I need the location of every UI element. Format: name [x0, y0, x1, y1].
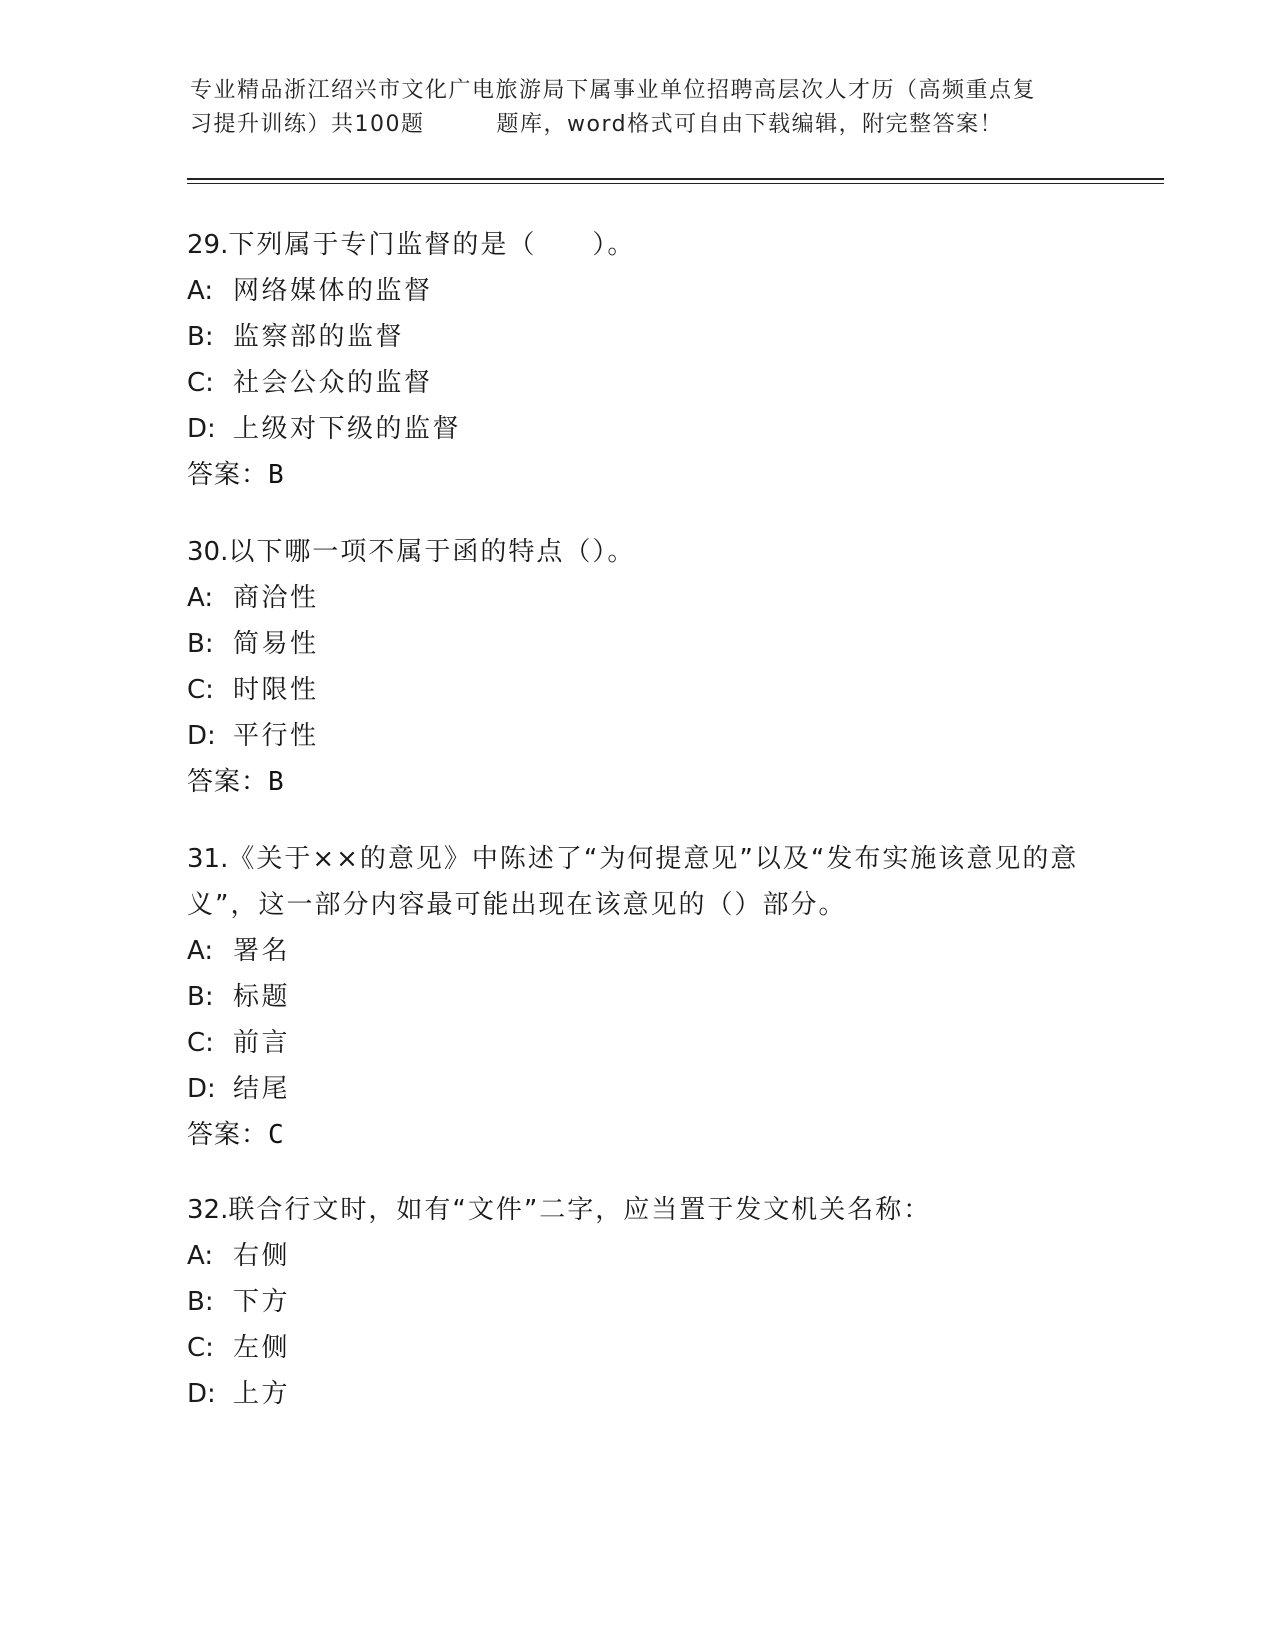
option-letter: A:: [187, 276, 214, 306]
answer-value: C: [268, 1120, 285, 1150]
header-line-2-part-a: 习提升训练）共100题: [190, 112, 425, 137]
question-30: [187, 529, 1087, 805]
option-letter: B:: [187, 322, 214, 352]
header-line-2-part-b: 题库，word格式可自由下载编辑，附完整答案！: [496, 112, 1004, 137]
option-letter: D:: [187, 1379, 216, 1409]
option-text: 商洽性: [233, 583, 319, 613]
question-text: 下列属于专门监督的是（ ）。: [228, 230, 636, 260]
answer-value: B: [268, 460, 285, 490]
option-letter: D:: [187, 414, 216, 444]
option-d: [187, 1371, 1087, 1417]
option-letter: C:: [187, 368, 214, 398]
option-c: [187, 1020, 1087, 1066]
option-letter: A:: [187, 583, 214, 613]
question-text: 联合行文时，如有“文件”二字，应当置于发文机关名称：: [228, 1195, 932, 1225]
answer-value: B: [268, 767, 285, 797]
option-letter: A:: [187, 936, 214, 966]
option-text: 时限性: [233, 675, 319, 705]
option-b: [187, 974, 1087, 1020]
document-header: [190, 74, 1090, 142]
answer-label: 答案：: [187, 767, 269, 797]
question-stem: [187, 1187, 1087, 1233]
option-a: [187, 575, 1087, 621]
option-text: 下方: [233, 1287, 291, 1317]
question-stem: [187, 529, 1087, 575]
option-b: [187, 314, 1087, 360]
header-divider-thick: [187, 178, 1164, 180]
option-b: [187, 621, 1087, 667]
option-c: [187, 360, 1087, 406]
option-c: [187, 667, 1087, 713]
option-text: 上级对下级的监督: [233, 414, 462, 444]
option-letter: C:: [187, 1333, 214, 1363]
question-number: 31.: [187, 844, 229, 874]
header-line-2: [190, 108, 1090, 142]
option-d: [187, 1066, 1087, 1112]
question-number: 30.: [187, 537, 229, 567]
header-divider-thin: [187, 183, 1164, 184]
question-stem: [187, 836, 1087, 928]
option-c: [187, 1325, 1087, 1371]
option-letter: D:: [187, 721, 216, 751]
header-line-1: 专业精品浙江绍兴市文化广电旅游局下属事业单位招聘高层次人才历（高频重点复: [190, 78, 1037, 103]
option-d: [187, 406, 1087, 452]
option-text: 前言: [233, 1028, 291, 1058]
option-letter: B:: [187, 1287, 214, 1317]
option-text: 上方: [233, 1379, 291, 1409]
option-text: 署名: [233, 936, 291, 966]
option-text: 监察部的监督: [233, 322, 405, 352]
question-text: 《关于××的意见》中陈述了“为何提意见”以及“发布实施该意见的意义”，这一部分内容最可能出现在该意见的（）部分。: [187, 844, 1079, 920]
option-text: 标题: [233, 982, 291, 1012]
answer-label: 答案：: [187, 460, 269, 490]
question-number: 29.: [187, 230, 229, 260]
question-text: 以下哪一项不属于函的特点（）。: [228, 537, 636, 567]
option-letter: D:: [187, 1074, 216, 1104]
option-text: 网络媒体的监督: [233, 276, 433, 306]
option-text: 结尾: [233, 1074, 291, 1104]
option-text: 左侧: [233, 1333, 291, 1363]
question-32: [187, 1187, 1087, 1417]
option-text: 右侧: [233, 1241, 291, 1271]
question-31: [187, 836, 1087, 1158]
option-text: 简易性: [233, 629, 319, 659]
question-stem: [187, 222, 1087, 268]
question-number: 32.: [187, 1195, 229, 1225]
option-letter: C:: [187, 675, 214, 705]
option-letter: C:: [187, 1028, 214, 1058]
option-text: 社会公众的监督: [233, 368, 433, 398]
option-a: [187, 1233, 1087, 1279]
question-29: [187, 222, 1087, 498]
option-a: [187, 928, 1087, 974]
option-letter: B:: [187, 982, 214, 1012]
answer-line: [187, 1112, 1087, 1158]
answer-line: [187, 452, 1087, 498]
option-letter: B:: [187, 629, 214, 659]
option-text: 平行性: [233, 721, 319, 751]
option-d: [187, 713, 1087, 759]
answer-label: 答案：: [187, 1120, 269, 1150]
answer-line: [187, 759, 1087, 805]
option-letter: A:: [187, 1241, 214, 1271]
option-b: [187, 1279, 1087, 1325]
option-a: [187, 268, 1087, 314]
